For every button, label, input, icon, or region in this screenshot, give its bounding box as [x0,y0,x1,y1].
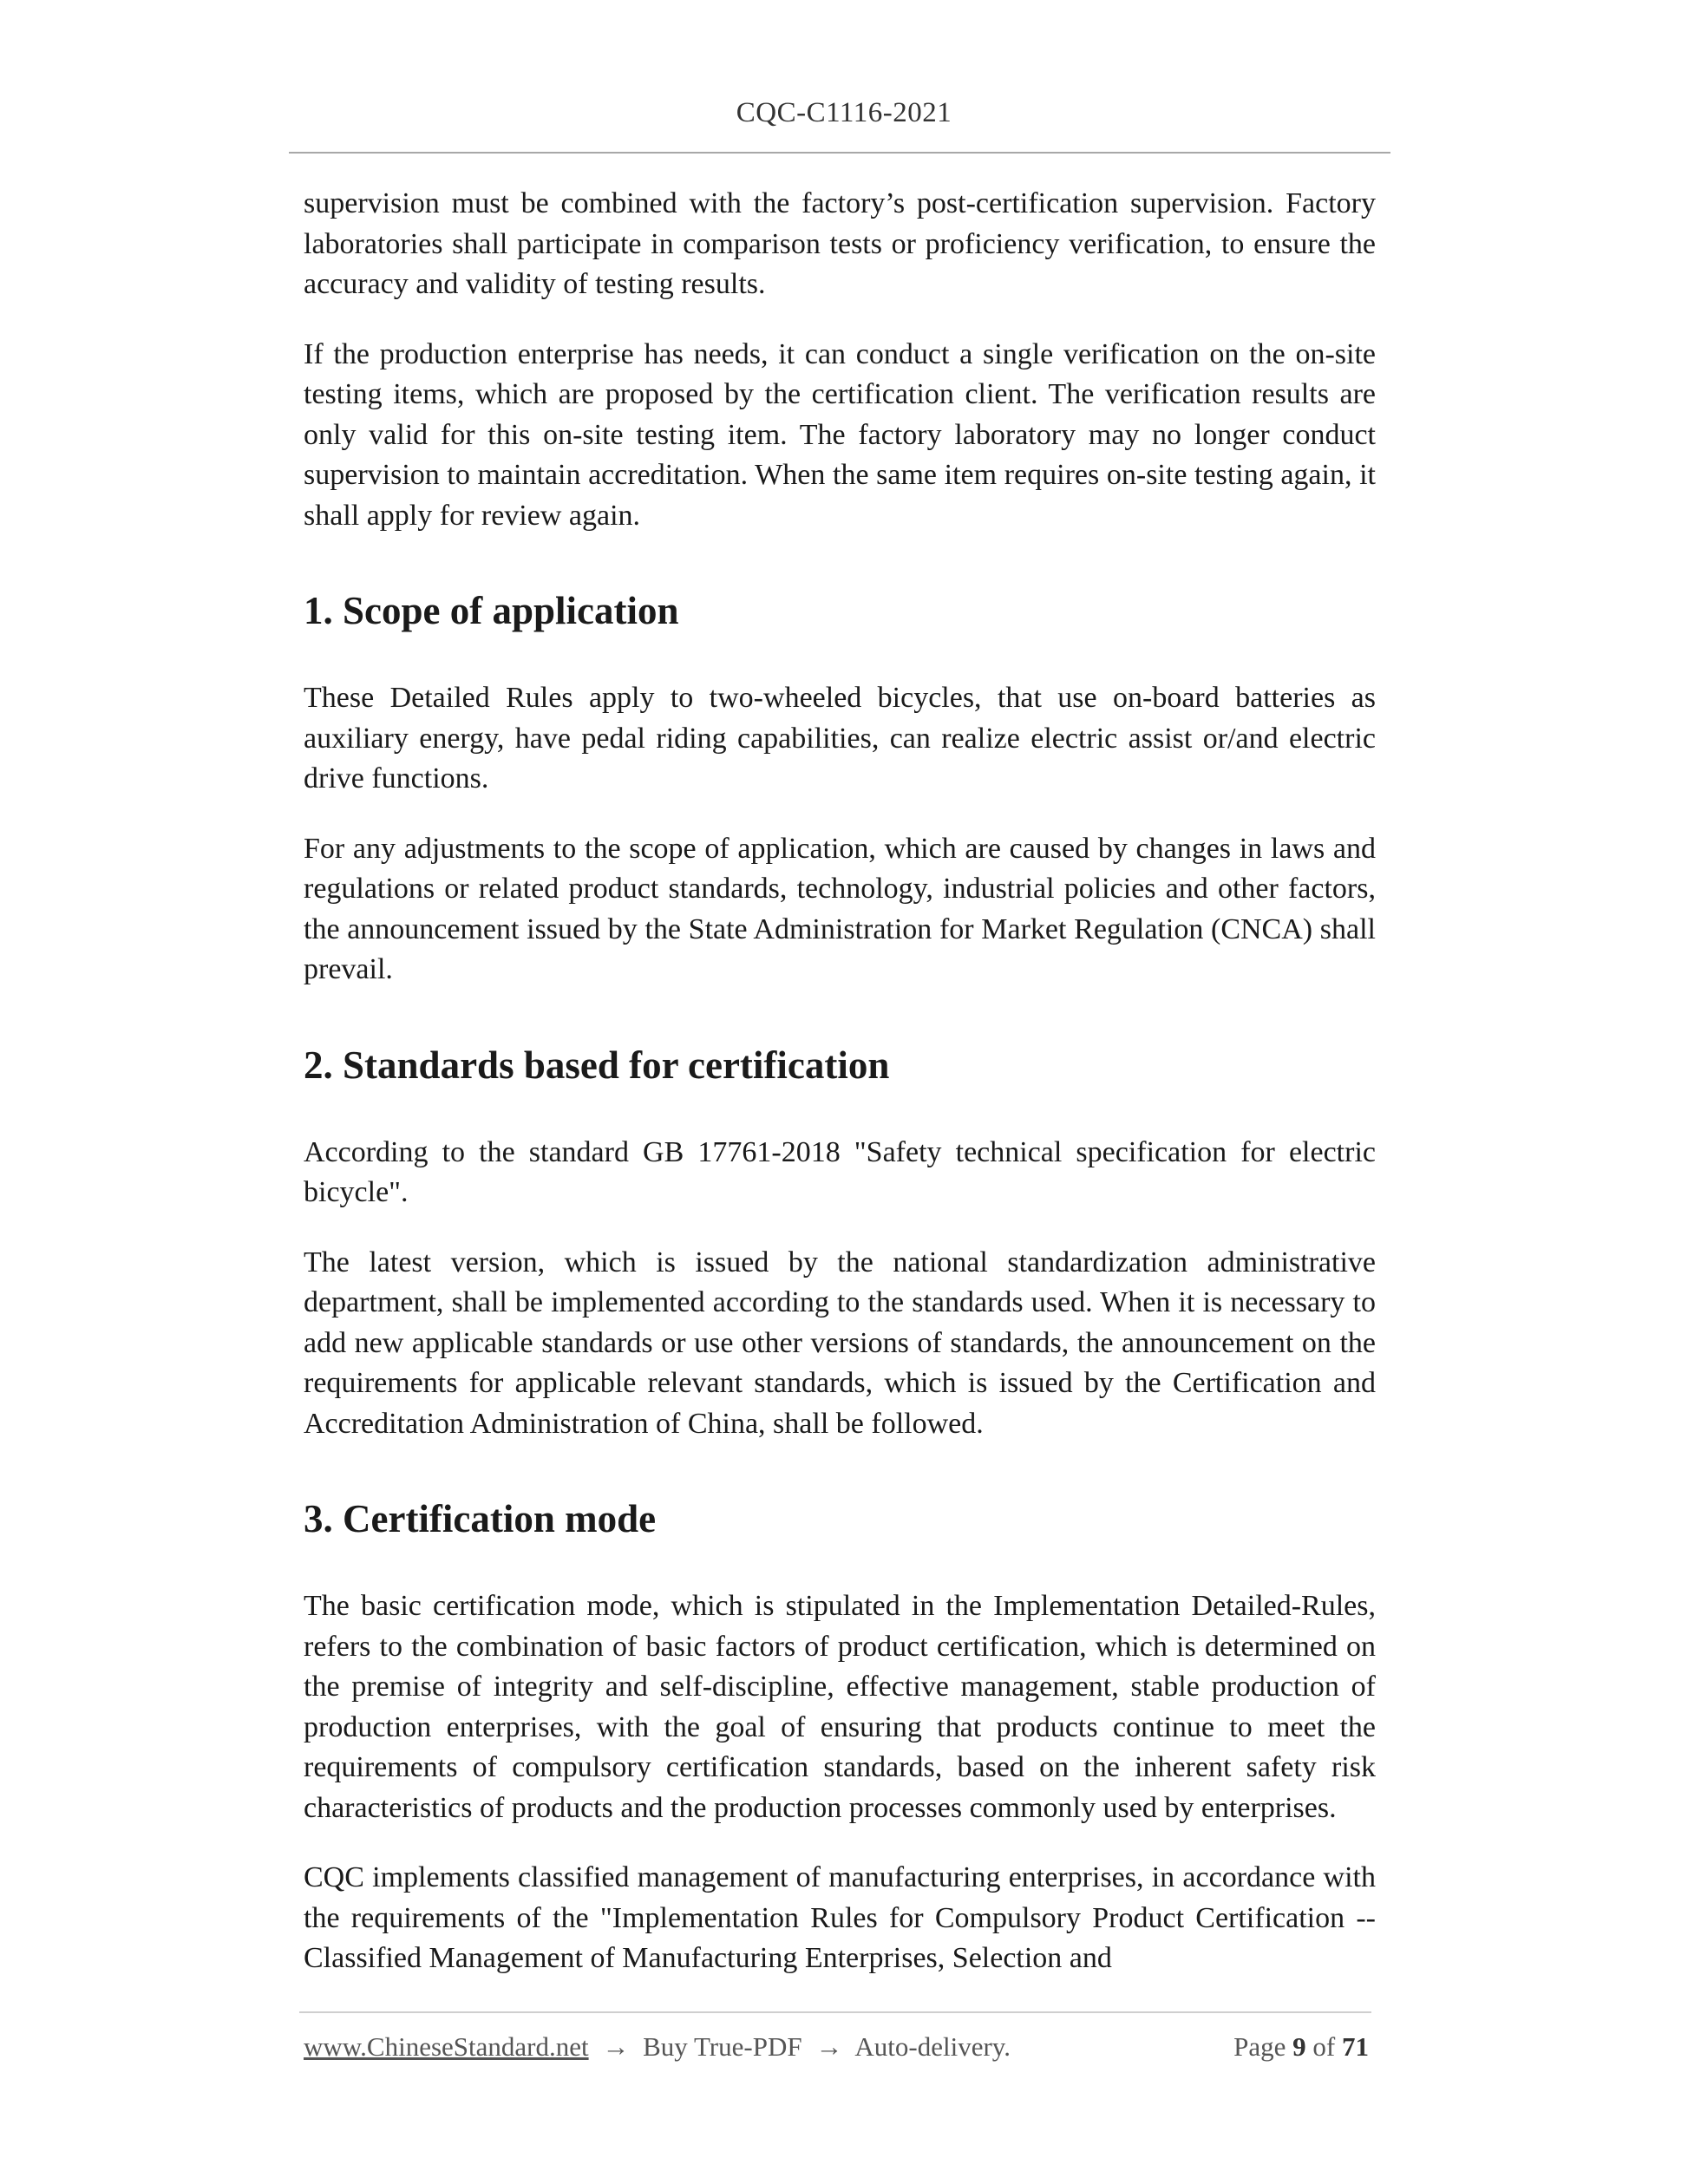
paragraph: The latest version, which is issued by the national standardization administrative department, shall be implemented according to the standards used. When it is necessary to add new applicable standards or use other versions of standards, the announcement on the requirements for applicable relevant standards, which is issued by the Certification and Accreditation Administration of China, shall be followed. [304,1246,1376,1440]
page-indicator [1233,2031,1369,2063]
paragraph: For any adjustments to the scope of application, which are caused by changes in laws and regulations or related product standards, technology, industrial policies and other factors, the announcement issued by the State Administration for Market Regulation (CNCA) shall prevail. [304,832,1376,985]
paragraph: These Detailed Rules apply to two-wheeled bicycles, that use on-board batteries as auxiliary energy, have pedal riding capabilities, can realize electric assist or/and electric drive functions. [304,682,1376,794]
footer-promo [304,2031,1011,2063]
paragraph: The basic certification mode, which is stipulated in the Implementation Detailed-Rules, refers to the combination of basic factors of product certification, which is determined on the premise of integrity and self-discipline, effective management, stable production of production enterprises, with the goal of ensuring that products continue to meet the requirements of compulsory certification standards, based on the inherent safety risk characteristics of products and the production processes commonly used by enterprises. [304,1590,1376,1824]
arrow-right-icon: → [602,2031,630,2062]
footer-divider [299,2011,1371,2013]
total-pages: 71 [1342,2031,1369,2062]
page-body [304,184,1376,2009]
page-number: 9 [1292,2031,1306,2062]
paragraph: supervision must be combined with the factory’s post-certification supervision. Factory laboratories shall participate in comparison tests or proficiency verification, to ensure the accuracy and validity of testing results. [304,187,1376,300]
section-heading-certification-mode: 3. Certification mode [304,1497,657,1540]
arrow-right-icon: → [815,2031,843,2062]
section-heading-standards: 2. Standards based for certification [304,1043,890,1087]
auto-delivery-text: Auto-delivery. [854,2031,1011,2062]
section-heading-scope: 1. Scope of application [304,589,679,632]
buy-pdf-text: Buy True-PDF [643,2031,802,2062]
page-label: Page [1233,2031,1286,2062]
of-label: of [1312,2031,1336,2062]
header-divider [289,152,1390,154]
chinesestandard-link[interactable]: www.ChineseStandard.net [304,2031,589,2062]
document-code-header: CQC-C1116-2021 [736,97,952,128]
paragraph: If the production enterprise has needs, it can conduct a single verification on the on-site testing items, which are proposed by the certification client. The verification results are only valid for this on-site testing item. The factory laboratory may no longer conduct supervision to maintain accreditation. When the same item requires on-site testing again, it shall apply for review again. [304,337,1376,532]
paragraph: CQC implements classified management of manufacturing enterprises, in accordance with the requirements of the "Implementation Rules for Compulsory Product Certification -- Classified Management of Manufacturing Enterprises, Selection and [304,1861,1376,1974]
paragraph: According to the standard GB 17761-2018 "Safety technical specification for electric bicycle". [304,1135,1376,1208]
